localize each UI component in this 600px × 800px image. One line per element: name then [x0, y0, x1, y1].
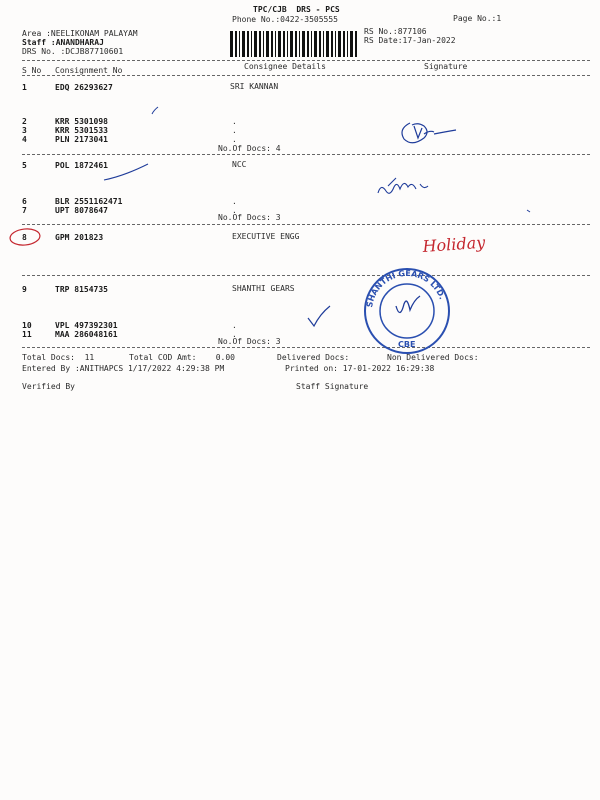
pen-tick-mark: [527, 210, 530, 212]
serial-number: 8: [22, 233, 27, 242]
serial-number: 9: [22, 285, 27, 294]
company-stamp: [365, 269, 449, 353]
serial-number: 7: [22, 206, 27, 215]
consignee-name: SHANTHI GEARS: [232, 284, 295, 293]
staff-label: Staff :ANANDHARAJ: [22, 38, 104, 47]
page-number: Page No.:1: [453, 14, 502, 23]
phone-number: Phone No.:0422-3505555: [232, 15, 338, 24]
consignment-number: KRR 5301098: [55, 117, 108, 126]
address-dot: .: [232, 135, 237, 144]
serial-number: 4: [22, 135, 27, 144]
pen-stroke: [104, 164, 148, 180]
drs-number: DRS No. :DCJB87710601: [22, 47, 124, 56]
consignment-number: TRP 8154735: [55, 285, 108, 294]
consignment-number: MAA 286048161: [55, 330, 118, 339]
rs-date: RS Date:17-Jan-2022: [364, 36, 456, 45]
consignment-number: GPM 201823: [55, 233, 104, 242]
column-header-consignment: Consignment No: [55, 66, 123, 75]
holiday-note: Holiday: [421, 232, 486, 256]
stamp-signature: [396, 296, 420, 313]
address-dot: .: [232, 206, 237, 215]
address-dot: .: [232, 117, 237, 126]
consignment-number: KRR 5301533: [55, 126, 108, 135]
consignment-number: EDQ 26293627: [55, 83, 113, 92]
consignment-number: VPL 497392301: [55, 321, 118, 330]
consignment-number: UPT 8078647: [55, 206, 108, 215]
address-dot: .: [232, 330, 237, 339]
serial-number: 5: [22, 161, 27, 170]
serial-number: 10: [22, 321, 32, 330]
column-header-sno: S No: [22, 66, 42, 75]
entered-by: Entered By :ANITHAPCS 1/17/2022 4:29:38 PM: [22, 364, 225, 373]
rs-number: RS No.:877106: [364, 27, 427, 36]
serial-number: 3: [22, 126, 27, 135]
printed-on: Printed on: 17-01-2022 16:29:38: [285, 364, 435, 373]
non-delivered-docs: Non Delivered Docs:: [387, 353, 479, 362]
address-dot: .: [232, 126, 237, 135]
report-title: TPC/CJB DRS - PCS: [253, 5, 340, 14]
verified-by: Verified By: [22, 382, 75, 391]
serial-number: 2: [22, 117, 27, 126]
docs-count: No.Of Docs: 3: [218, 213, 281, 222]
serial-number: 11: [22, 330, 32, 339]
address-dot: .: [232, 197, 237, 206]
docs-count: No.Of Docs: 3: [218, 337, 281, 346]
pen-tick-mark: [152, 107, 158, 114]
total-cod-amount: Total COD Amt: 0.00: [129, 353, 235, 362]
total-docs: Total Docs: 11: [22, 353, 95, 362]
circle-mark: [9, 227, 41, 246]
signature-mark: [402, 123, 456, 143]
check-mark: [308, 306, 330, 326]
column-header-signature: Signature: [424, 62, 468, 71]
consignee-name: SRI KANNAN: [230, 82, 279, 91]
delivered-docs: Delivered Docs:: [277, 353, 350, 362]
consignment-number: BLR 2551162471: [55, 197, 123, 206]
consignee-name: NCC: [232, 160, 247, 169]
stamp-text: SHANTHI GEARS LTD.: [365, 268, 447, 309]
area-label: Area :NEELIKONAM PALAYAM: [22, 29, 138, 38]
consignee-name: EXECUTIVE ENGG: [232, 232, 300, 241]
address-dot: .: [232, 321, 237, 330]
staff-signature-label: Staff Signature: [296, 382, 369, 391]
docs-count: No.Of Docs: 4: [218, 144, 281, 153]
stamp-text: CBE: [398, 340, 416, 349]
serial-number: 1: [22, 83, 27, 92]
column-header-consignee: Consignee Details: [244, 62, 326, 71]
consignment-number: PLN 2173041: [55, 135, 108, 144]
signature-mark: [378, 178, 428, 193]
consignment-number: POL 1872461: [55, 161, 108, 170]
serial-number: 6: [22, 197, 27, 206]
